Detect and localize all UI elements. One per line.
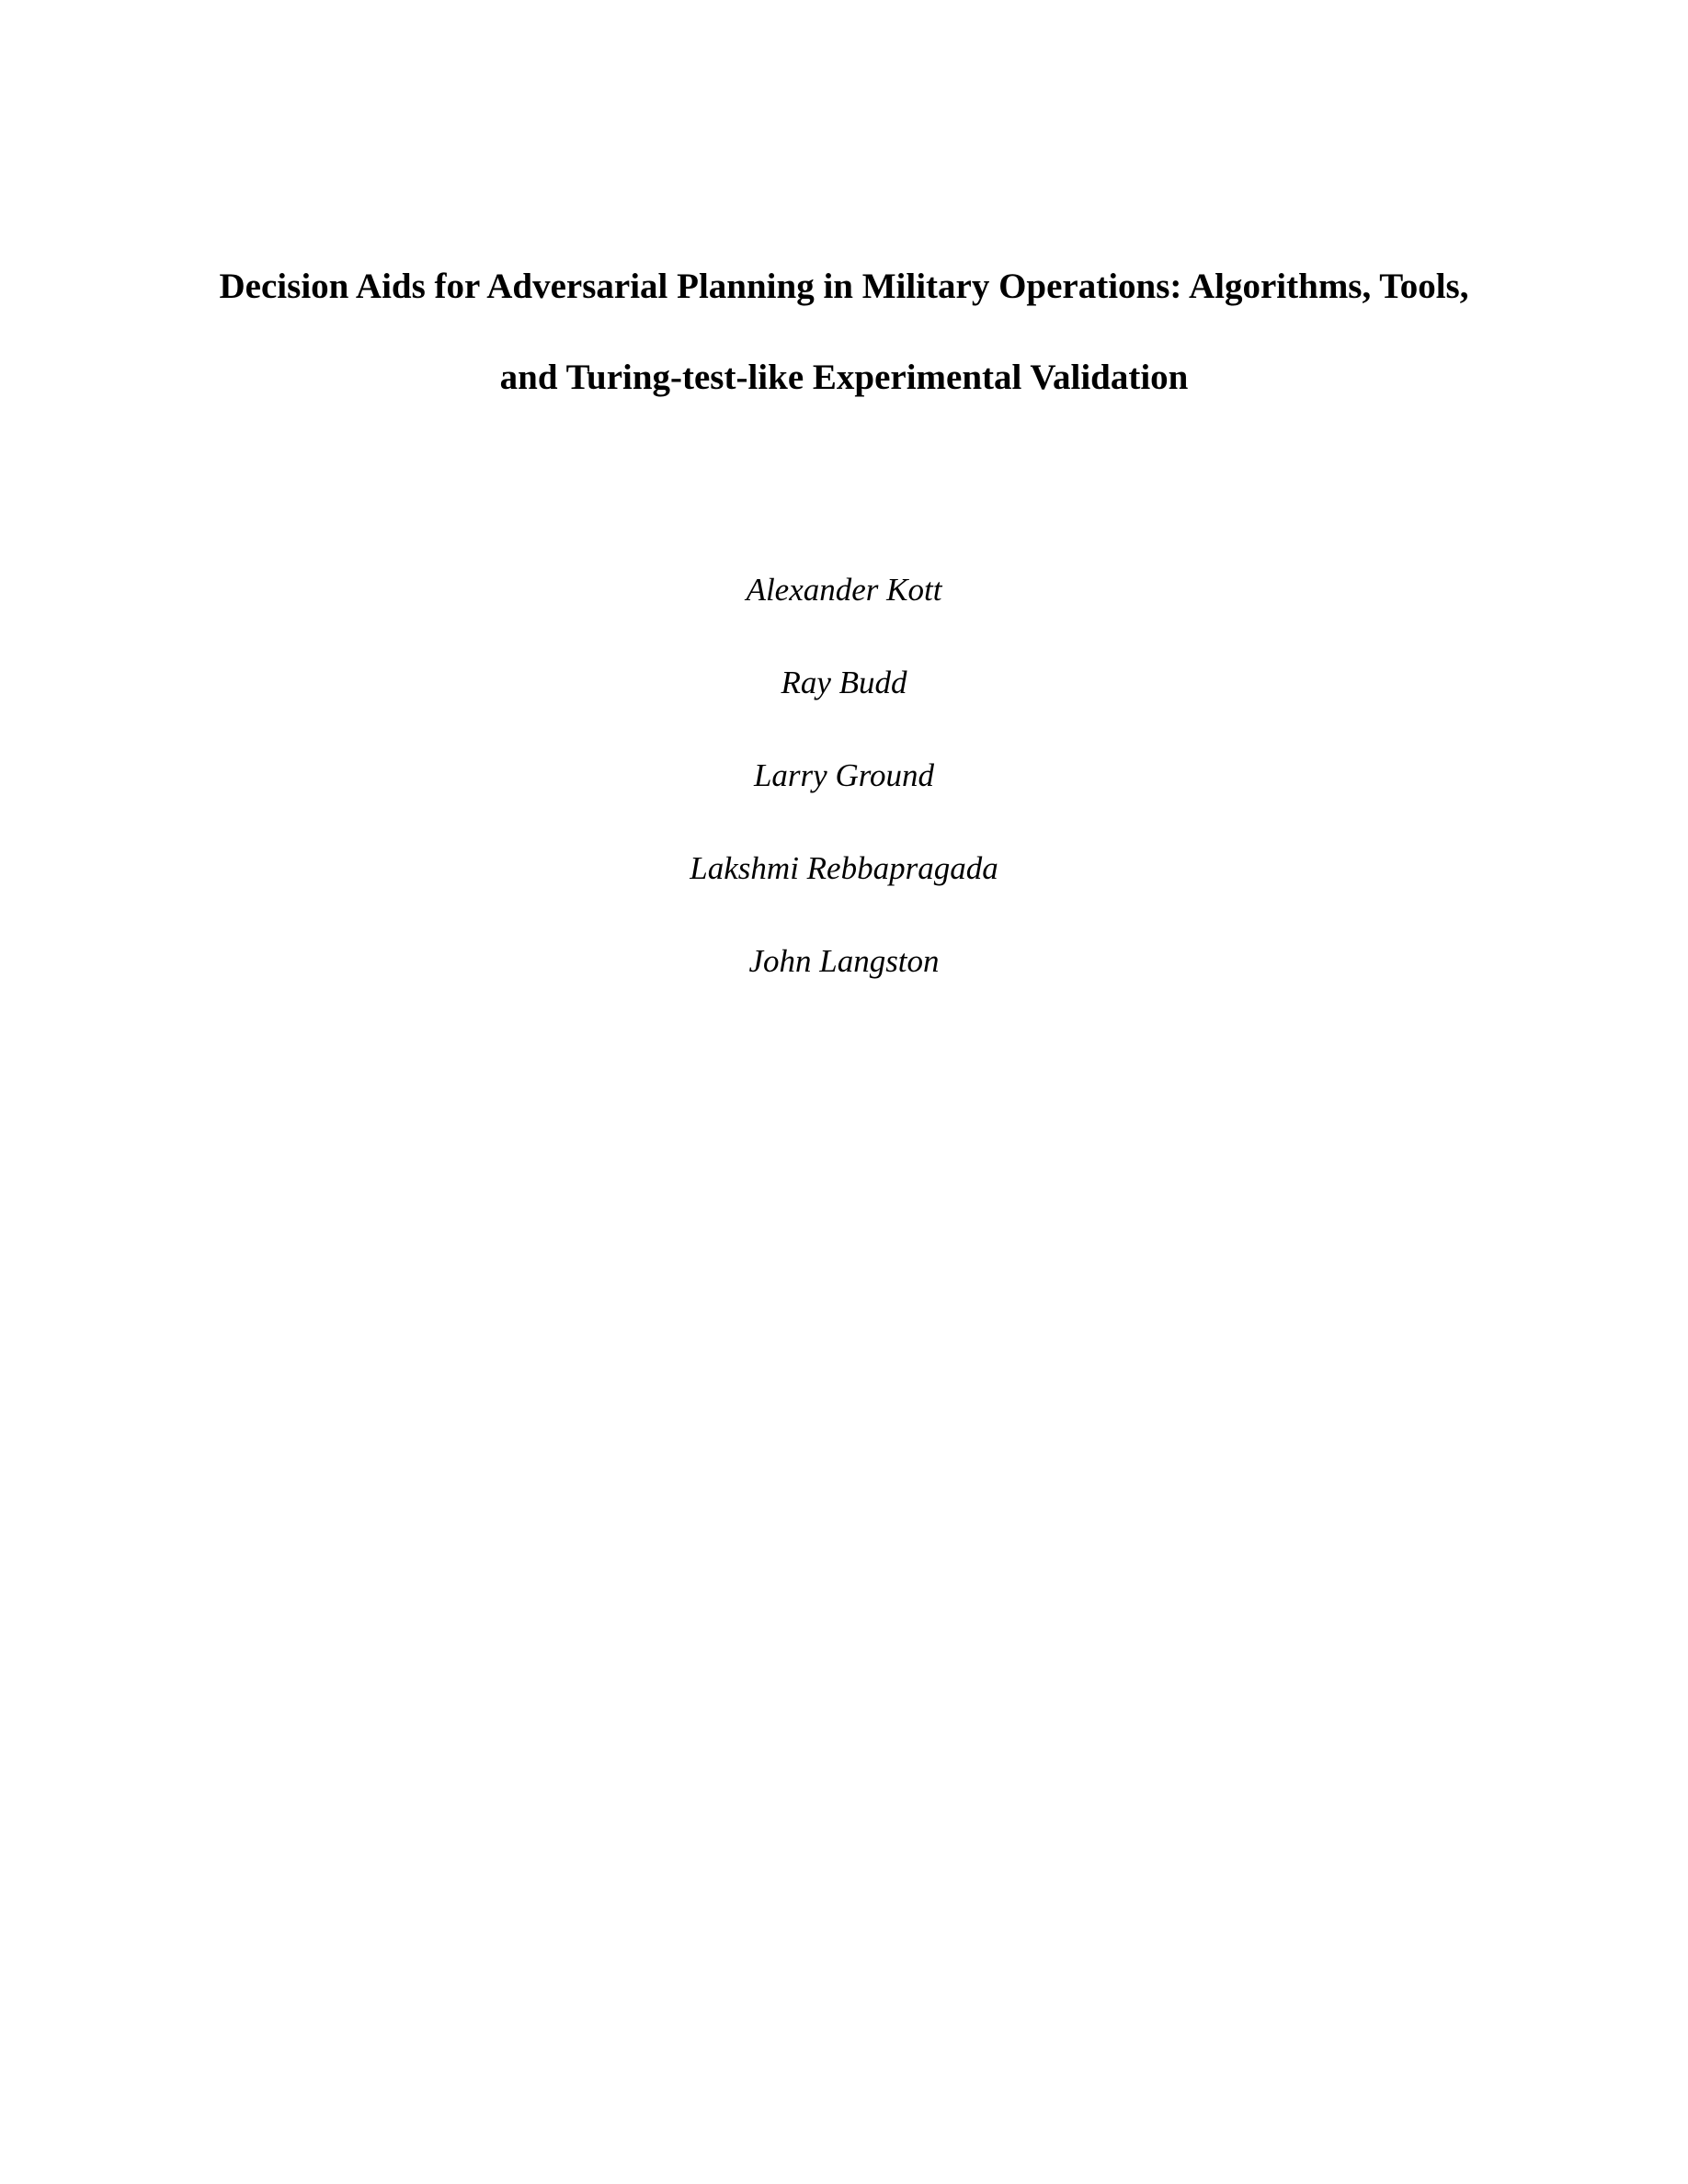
author-name: Ray Budd — [781, 665, 907, 700]
title-line-1: Decision Aids for Adversarial Planning in Military Operations: Algorithms, Tools, — [219, 267, 1469, 306]
author-name: Larry Ground — [753, 757, 935, 793]
author-name: Lakshmi Rebbapragada — [690, 850, 998, 886]
author-list — [0, 574, 1688, 977]
paper-title — [0, 268, 1688, 395]
author-name: Alexander Kott — [746, 572, 942, 608]
title-line-2: and Turing-test-like Experimental Validation — [499, 358, 1189, 397]
author-name: John Langston — [748, 943, 940, 979]
